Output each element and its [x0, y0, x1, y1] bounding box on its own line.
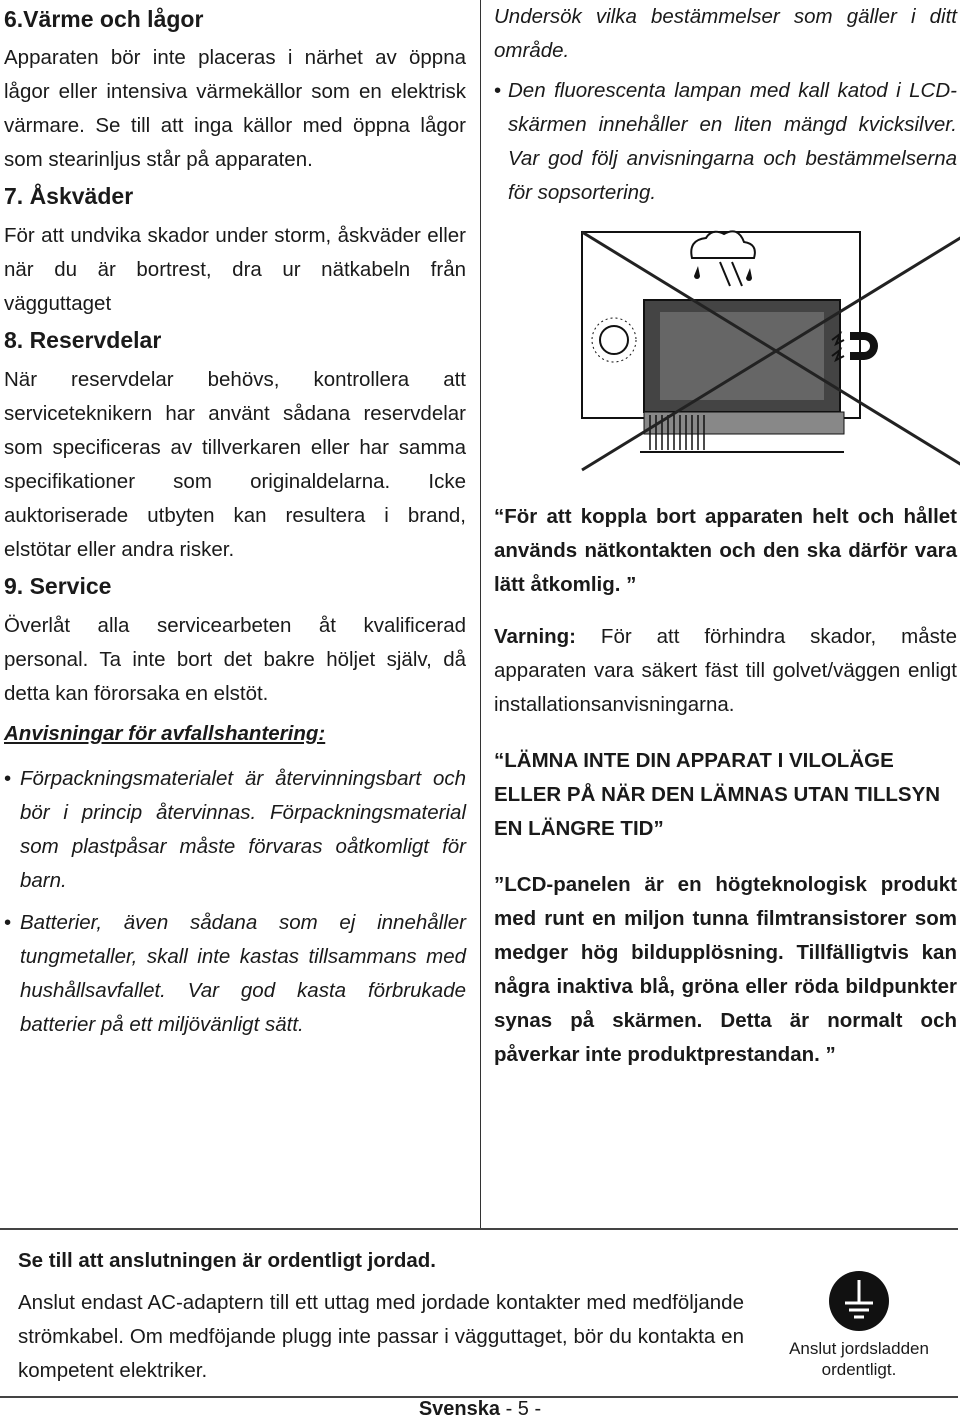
grounding-title: Se till att anslutningen är ordentligt jordad. — [18, 1249, 436, 1272]
left-column — [4, 0, 466, 1042]
grounding-text: Anslut endast AC-adaptern till ett uttag med jordade kontakter med medföljande strömkabel. Om medföjande plugg inte passar i vägguttaget, bör du kontakta en kompetent elektriker. — [18, 1291, 744, 1382]
page-footer — [0, 1398, 960, 1421]
ground-symbol — [776, 1270, 942, 1380]
heading-service: 9. Service — [4, 573, 112, 599]
right-column — [494, 0, 957, 1072]
mercury-list — [494, 74, 957, 210]
list-item: • Förpackningsmaterialet är återvinningsbart och bör i princip återvinnas. Förpackningsmaterial som plastpåsar måste förvaras oåtkomligt för barn. — [4, 762, 466, 898]
page-number: - 5 - — [500, 1398, 542, 1420]
warning-label: Varning: — [494, 625, 577, 648]
text-spare-parts: När reservdelar behövs, kontrollera att serviceteknikern har använt sådana reservdelar som specificeras av tillverkaren eller har samma specifikationer som originaldelarna. Icke auktoriserade utbyten kan resultera i brand, elstötar eller andra risker. — [4, 368, 466, 561]
ground-label: Anslut jordsladden ordentligt. — [789, 1339, 929, 1379]
text-disconnect: “För att koppla bort apparaten helt och hållet används nätkontakten och den ska därför vara lätt åtkomlig. ” — [494, 505, 957, 596]
text-warning — [494, 620, 957, 722]
waste-list — [4, 762, 466, 1042]
text-lcd-panel: ”LCD-panelen är en högteknologisk produkt med runt en miljon tunna filmtransistorer som medger hög bildupplösning. Tillfälligtvis kan några inaktiva blå, gröna eller röda bildpunkter synas på skärmen. Detta är normalt och påverkar inte produktprestandan. ” — [494, 873, 957, 1066]
heading-waste-disposal: Anvisningar för avfallshantering: — [4, 722, 326, 745]
text-standby: “LÄMNA INTE DIN APPARAT I VILOLÄGE ELLER PÅ NÄR DEN LÄMNAS UTAN TILLSYN EN LÄNGRE TID” — [494, 749, 941, 840]
column-divider — [480, 0, 481, 1228]
list-item: • Den fluorescenta lampan med kall katod i LCD-skärmen innehåller en liten mängd kvicksilver. Var god följ anvisningarna och bestämmelserna för sopsortering. — [494, 74, 957, 210]
heading-heat-flames: 6.Värme och lågor — [4, 6, 204, 32]
footer-language: Svenska — [418, 1398, 501, 1420]
text-thunderstorm: För att undvika skador under storm, åskväder eller när du är bortrest, dra ur nätkabeln från vägguttaget — [4, 224, 466, 315]
heading-thunderstorm: 7. Åskväder — [4, 183, 134, 209]
text-service: Överlåt alla servicearbeten åt kvalificerad personal. Ta inte bort det bakre höljet själv, då detta kan förorsaka en elstöt. — [4, 614, 466, 705]
text-heat-flames: Apparaten bör inte placeras i närhet av öppna lågor eller intensiva värmekällor som en elektrisk värmare. Se till att inga källor med öppna lågor som stearinljus står på apparaten. — [4, 46, 466, 171]
grounding-notice — [0, 1228, 958, 1398]
ground-icon — [828, 1270, 890, 1332]
tv-hazard-illustration — [580, 230, 960, 474]
heading-spare-parts: 8. Reservdelar — [4, 327, 162, 353]
list-item: • Batterier, även sådana som ej innehåller tungmetaller, skall inte kastas tillsammans med hushållsavfallet. Var god kasta förbrukade batterier på ett miljövänligt sätt. — [4, 906, 466, 1042]
text-regulations: Undersök vilka bestämmelser som gäller i ditt område. — [494, 5, 957, 62]
warning-text: För att förhindra skador, måste apparaten vara säkert fäst till golvet/väggen enligt installationsanvisningarna. — [494, 625, 957, 716]
